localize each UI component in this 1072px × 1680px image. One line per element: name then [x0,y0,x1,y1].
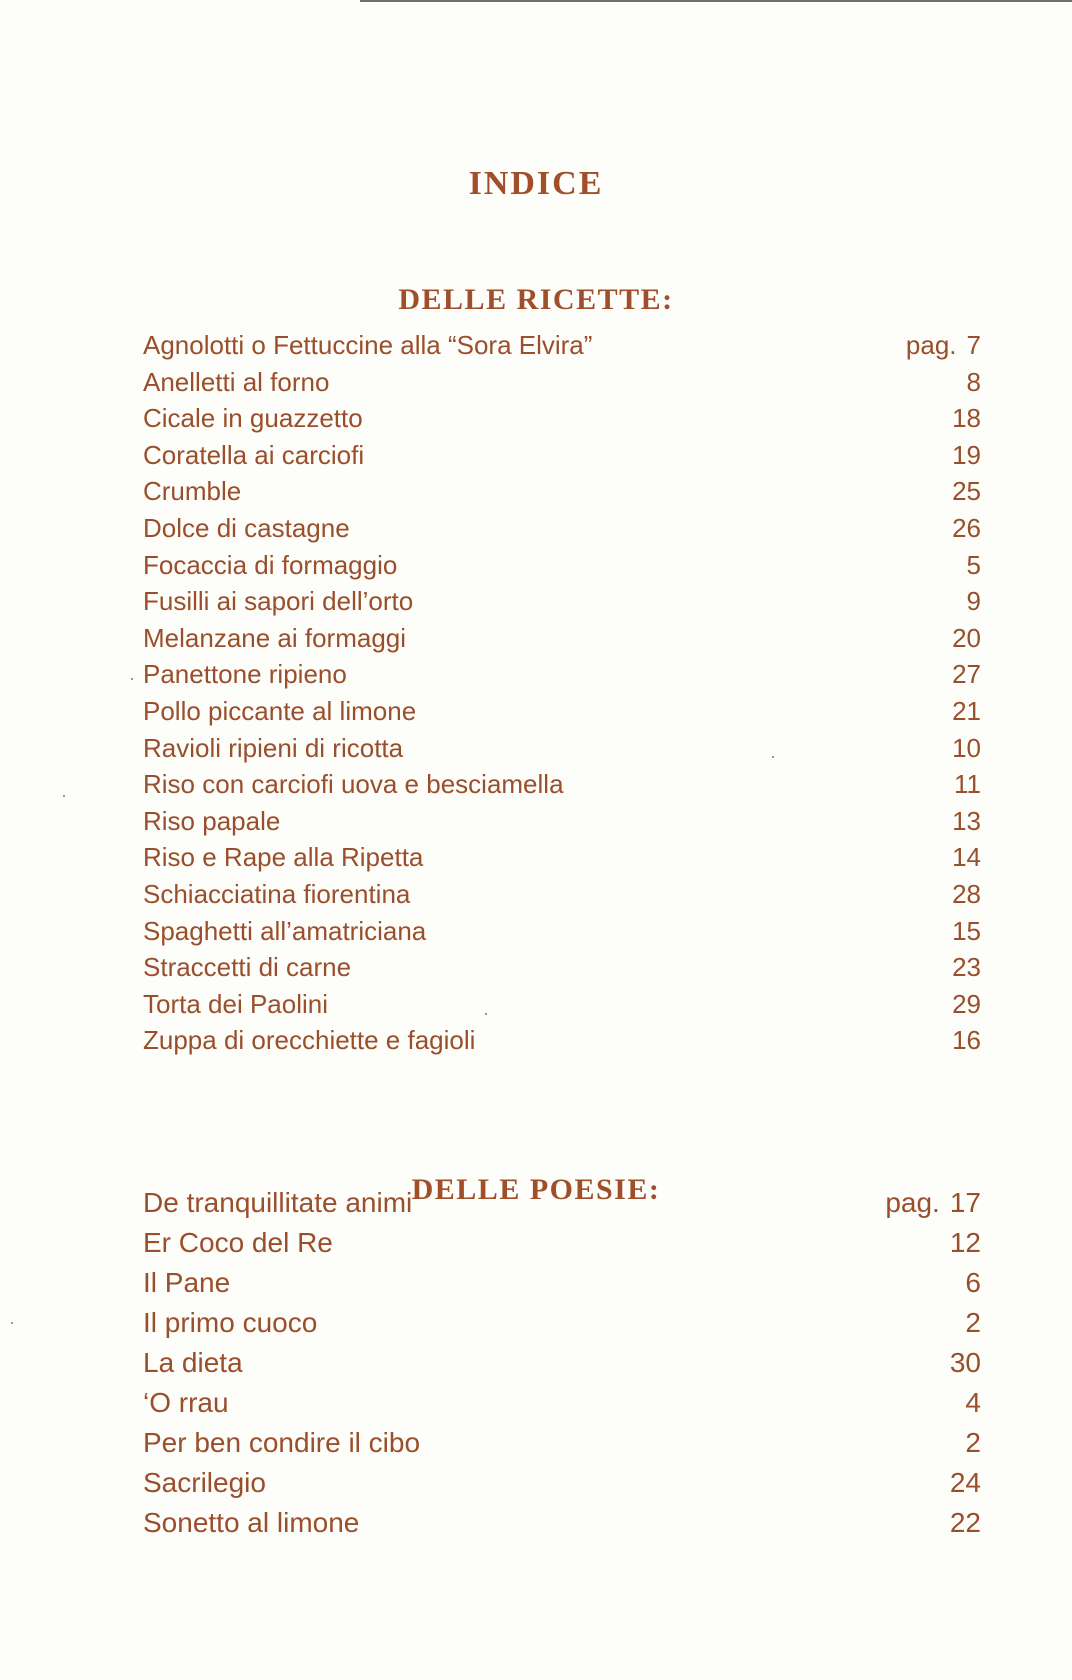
entry-title: Panettone ripieno [143,659,347,690]
entry-page-number [921,1387,981,1419]
poems-list [143,1187,981,1547]
scan-speck [485,1013,487,1015]
index-entry [143,769,981,806]
entry-title: Riso papale [143,805,281,836]
entry-page-number [921,1227,981,1259]
entry-title: Anelletti al forno [143,366,330,397]
page-prefix: pag. [905,330,957,360]
entry-page-number [921,806,981,837]
scan-speck [131,678,133,680]
poems-heading: DELLE POESIE: [411,1172,661,1206]
entry-title: Il Pane [143,1267,231,1298]
entry-page-number [921,1307,981,1339]
entry-page-number [921,659,981,690]
entry-title: ‘O rrau [143,1387,229,1418]
index-entry [143,1387,981,1427]
page-number: 22 [949,1507,981,1538]
page-number: 15 [952,915,981,946]
entry-title: Sacrilegio [143,1467,266,1498]
entry-title: Ravioli ripieni di ricotta [143,732,404,763]
index-entry [143,1427,981,1467]
index-entry [143,916,981,953]
scan-speck [63,795,65,797]
page-number: 10 [952,732,981,763]
entry-title: Straccetti di carne [143,952,352,983]
index-entry [143,1507,981,1547]
entry-title: Agnolotti o Fettuccine alla “Sora Elvira” [143,330,593,360]
entry-page-number [921,440,981,471]
entry-title: Er Coco del Re [143,1227,333,1258]
index-entry [143,1467,981,1507]
entry-page-number [906,330,981,361]
entry-title: Il primo cuoco [143,1307,318,1338]
entry-page-number [921,367,981,398]
page-number: 17 [949,1187,981,1218]
scan-speck [11,1322,13,1324]
entry-page-number [921,550,981,581]
entry-title: Pollo piccante al limone [143,695,417,726]
page-number: 24 [949,1467,981,1498]
page-number: 25 [952,476,981,507]
entry-page-number [921,879,981,910]
index-entry [143,403,981,440]
page-number: 28 [952,878,981,909]
page-number: 2 [965,1307,981,1338]
index-entry [143,733,981,770]
page-number: 20 [952,622,981,653]
page-number: 30 [949,1347,981,1378]
index-entry [143,1187,981,1227]
entry-title: La dieta [143,1347,243,1378]
entry-page-number [921,952,981,983]
entry-page-number [921,842,981,873]
entry-title: Dolce di castagne [143,512,350,543]
entry-title: Cicale in guazzetto [143,403,363,434]
index-entry [143,806,981,843]
index-entry [143,989,981,1026]
page-number: 11 [954,769,981,800]
recipes-list [143,330,981,1062]
entry-page-number [885,1187,981,1219]
entry-title: De tranquillitate animi [143,1187,413,1218]
entry-page-number [921,733,981,764]
entry-title: Fusilli ai sapori dell’orto [143,586,414,617]
entry-page-number [921,989,981,1020]
entry-title: Schiacciatina fiorentina [143,878,411,909]
index-entry [143,550,981,587]
page-number: 9 [966,586,981,617]
page-number: 13 [952,805,981,836]
entry-title: Per ben condire il cibo [143,1427,421,1458]
page-number: 26 [952,512,981,543]
entry-title: Zuppa di orecchiette e fagioli [143,1025,476,1056]
page-number: 21 [952,695,981,726]
entry-page-number [921,1427,981,1459]
index-entry [143,586,981,623]
entry-title: Riso e Rape alla Ripetta [143,842,424,873]
entry-page-number [921,1507,981,1539]
entry-page-number [921,1267,981,1299]
page-number: 23 [952,952,981,983]
entry-page-number [921,696,981,727]
entry-page-number [921,916,981,947]
page-number: 27 [952,659,981,690]
page-number: 29 [952,988,981,1019]
index-entry [143,1227,981,1267]
entry-title: Coratella ai carciofi [143,439,365,470]
entry-page-number [921,476,981,507]
index-entry [143,696,981,733]
page-number: 4 [965,1387,981,1418]
entry-title: Crumble [143,476,242,507]
index-entry [143,1307,981,1347]
index-entry [143,952,981,989]
page-number: 8 [966,366,981,397]
entry-title: Riso con carciofi uova e besciamella [143,769,564,800]
page-number: 18 [952,403,981,434]
index-entry [143,367,981,404]
index-entry [143,1025,981,1062]
page-prefix: pag. [885,1187,940,1218]
entry-title: Torta dei Paolini [143,988,328,1019]
index-entry [143,513,981,550]
index-entry [143,659,981,696]
index-entry [143,476,981,513]
entry-title: Sonetto al limone [143,1507,360,1538]
page-number: 14 [952,842,981,873]
page-number: 7 [966,330,981,360]
entry-title: Focaccia di formaggio [143,549,398,580]
index-entry [143,623,981,660]
index-entry [143,440,981,477]
scan-speck [772,756,774,758]
entry-page-number [921,1467,981,1499]
entry-page-number [921,513,981,544]
entry-page-number [921,623,981,654]
index-entry [143,879,981,916]
page-number: 5 [966,549,981,580]
entry-title: Spaghetti all’amatriciana [143,915,427,946]
index-entry [143,330,981,367]
entry-page-number [921,769,981,800]
entry-title: Melanzane ai formaggi [143,622,407,653]
page-title: INDICE [468,164,604,202]
entry-page-number [921,1025,981,1056]
page-number: 16 [952,1025,981,1056]
top-edge-rule [360,0,1072,2]
entry-page-number [921,586,981,617]
entry-page-number [921,403,981,434]
recipes-heading: DELLE RICETTE: [398,282,674,316]
entry-page-number [921,1347,981,1379]
page-number: 6 [965,1267,981,1298]
page-number: 2 [965,1427,981,1458]
index-entry [143,1267,981,1307]
index-entry [143,1347,981,1387]
page-number: 19 [952,439,981,470]
index-entry [143,842,981,879]
page-number: 12 [949,1227,981,1258]
